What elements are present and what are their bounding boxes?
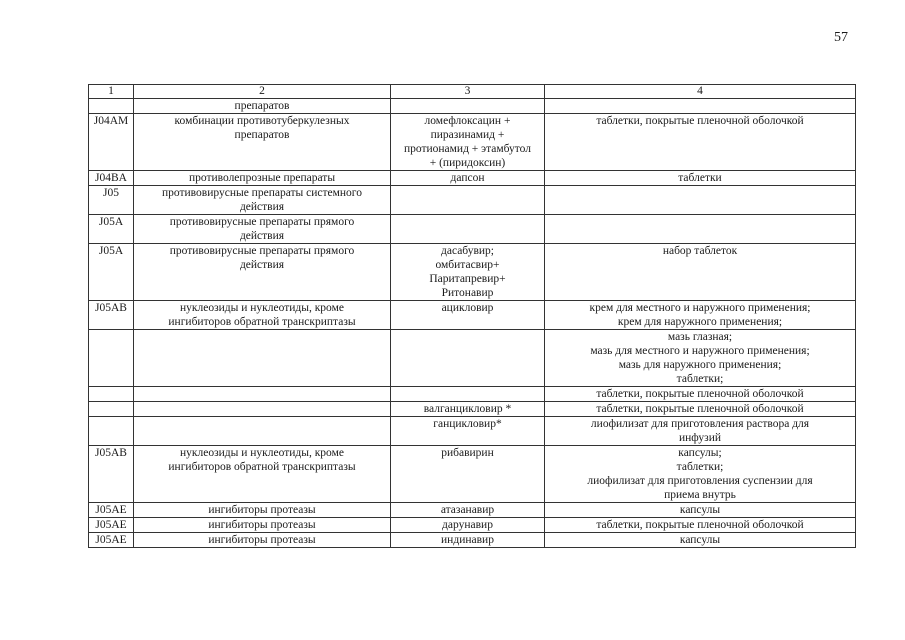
- cell-group-name: [134, 215, 391, 244]
- cell-group-name-line: противовирусные препараты прямого: [169, 245, 355, 257]
- cell-drug-name: [391, 503, 545, 518]
- cell-atc-code: [89, 387, 134, 402]
- table-row: [89, 533, 856, 548]
- cell-dosage-form-line: таблетки: [678, 172, 722, 184]
- cell-dosage-form-line: инфузий: [678, 432, 722, 444]
- cell-dosage-form: [545, 301, 856, 330]
- cell-atc-code: J05A: [89, 215, 134, 244]
- cell-atc-code: [89, 402, 134, 417]
- cell-drug-name: [391, 387, 545, 402]
- cell-group-name: [134, 301, 391, 330]
- cell-drug-name-line: протионамид + этамбутол: [403, 143, 532, 155]
- cell-dosage-form: [545, 417, 856, 446]
- cell-drug-name: [391, 301, 545, 330]
- cell-atc-code: J04AM: [89, 114, 134, 171]
- cell-group-name: [134, 244, 391, 301]
- cell-drug-name: [391, 417, 545, 446]
- cell-dosage-form-line: капсулы: [679, 504, 721, 516]
- cell-dosage-form-line: таблетки, покрытые пленочной оболочкой: [596, 519, 804, 531]
- cell-group-name: [134, 114, 391, 171]
- cell-drug-name: [391, 402, 545, 417]
- cell-dosage-form-line: набор таблеток: [662, 245, 738, 257]
- table-row: [89, 518, 856, 533]
- cell-drug-name-line: атазанавир: [440, 504, 495, 516]
- cell-group-name: [134, 533, 391, 548]
- cell-dosage-form-line: мазь для местного и наружного применения;: [590, 345, 810, 357]
- cell-atc-code: J05AB: [89, 301, 134, 330]
- cell-dosage-form: [545, 402, 856, 417]
- cell-group-name: [134, 99, 391, 114]
- cell-group-name: [134, 503, 391, 518]
- cell-dosage-form: [545, 533, 856, 548]
- cell-drug-name-line: дасабувир;: [441, 245, 494, 257]
- cell-dosage-form-line: таблетки, покрытые пленочной оболочкой: [596, 403, 804, 415]
- cell-dosage-form-line: таблетки;: [676, 373, 724, 385]
- cell-group-name-line: действия: [239, 230, 285, 242]
- cell-drug-name-line: дапсон: [450, 172, 485, 184]
- drug-table: [88, 84, 856, 548]
- cell-dosage-form: [545, 186, 856, 215]
- cell-group-name-line: противовирусные препараты системного: [162, 187, 362, 199]
- cell-drug-name: [391, 99, 545, 114]
- cell-drug-name-line: валганцикловир *: [423, 403, 512, 415]
- cell-dosage-form-line: приема внутрь: [664, 489, 736, 501]
- header-col-4: 4: [545, 85, 856, 99]
- cell-dosage-form: [545, 99, 856, 114]
- cell-drug-name: [391, 446, 545, 503]
- table-row: [89, 215, 856, 244]
- cell-dosage-form-line: капсулы: [679, 534, 721, 546]
- cell-dosage-form: [545, 518, 856, 533]
- cell-group-name: [134, 446, 391, 503]
- cell-group-name-line: препаратов: [234, 100, 290, 112]
- cell-drug-name: [391, 114, 545, 171]
- cell-dosage-form: [545, 446, 856, 503]
- table-row: [89, 99, 856, 114]
- cell-dosage-form: [545, 114, 856, 171]
- cell-drug-name-line: Ритонавир: [441, 287, 494, 299]
- cell-dosage-form: [545, 244, 856, 301]
- cell-group-name-line: препаратов: [234, 129, 290, 141]
- cell-group-name: [134, 171, 391, 186]
- table-row: [89, 446, 856, 503]
- cell-dosage-form: [545, 503, 856, 518]
- cell-drug-name: [391, 244, 545, 301]
- cell-drug-name-line: индинавир: [441, 534, 494, 546]
- table-body: [89, 99, 856, 548]
- table-row: [89, 244, 856, 301]
- cell-group-name-line: ингибиторов обратной транскриптазы: [168, 461, 356, 473]
- cell-group-name: [134, 186, 391, 215]
- cell-drug-name-line: ганцикловир*: [433, 418, 502, 430]
- cell-dosage-form: [545, 387, 856, 402]
- header-col-3: 3: [391, 85, 545, 99]
- cell-atc-code: J05AE: [89, 518, 134, 533]
- cell-dosage-form: [545, 215, 856, 244]
- cell-group-name: [134, 518, 391, 533]
- page-number: 57: [834, 30, 848, 45]
- cell-atc-code: [89, 330, 134, 387]
- cell-atc-code: J05AB: [89, 446, 134, 503]
- table-row: [89, 171, 856, 186]
- table-row: [89, 114, 856, 171]
- cell-drug-name-line: ацикловир: [441, 302, 494, 314]
- cell-dosage-form-line: лиофилизат для приготовления раствора для: [590, 418, 810, 430]
- cell-dosage-form-line: таблетки, покрытые пленочной оболочкой: [596, 388, 804, 400]
- cell-group-name-line: комбинации противотуберкулезных: [174, 115, 350, 127]
- cell-group-name: [134, 387, 391, 402]
- cell-atc-code: J05AE: [89, 503, 134, 518]
- cell-atc-code: [89, 417, 134, 446]
- cell-group-name-line: действия: [239, 201, 285, 213]
- table-row: [89, 330, 856, 387]
- table-row: [89, 503, 856, 518]
- cell-atc-code: J05A: [89, 244, 134, 301]
- cell-group-name: [134, 330, 391, 387]
- cell-dosage-form-line: крем для местного и наружного применения;: [589, 302, 811, 314]
- cell-drug-name: [391, 171, 545, 186]
- table-row: [89, 186, 856, 215]
- cell-dosage-form-line: мазь глазная;: [667, 331, 733, 343]
- cell-drug-name-line: Паритапревир+: [429, 273, 506, 285]
- cell-dosage-form-line: капсулы;: [678, 447, 722, 459]
- cell-group-name-line: ингибиторы протеазы: [208, 534, 316, 546]
- cell-dosage-form-line: мазь для наружного применения;: [618, 359, 782, 371]
- table-row: [89, 417, 856, 446]
- header-col-2: 2: [134, 85, 391, 99]
- cell-drug-name: [391, 215, 545, 244]
- cell-group-name-line: ингибиторов обратной транскриптазы: [168, 316, 356, 328]
- cell-drug-name-line: рибавирин: [441, 447, 494, 459]
- table-row: [89, 301, 856, 330]
- header-col-1: 1: [89, 85, 134, 99]
- cell-group-name-line: нуклеозиды и нуклеотиды, кроме: [180, 447, 344, 459]
- cell-drug-name-line: пиразинамид +: [430, 129, 505, 141]
- cell-group-name-line: ингибиторы протеазы: [208, 519, 316, 531]
- cell-dosage-form-line: таблетки;: [676, 461, 724, 473]
- cell-drug-name-line: омбитасвир+: [435, 259, 500, 271]
- cell-dosage-form-line: таблетки, покрытые пленочной оболочкой: [596, 115, 804, 127]
- cell-drug-name: [391, 330, 545, 387]
- cell-drug-name-line: + (пиридоксин): [429, 157, 506, 169]
- cell-atc-code: J05: [89, 186, 134, 215]
- cell-group-name: [134, 402, 391, 417]
- cell-group-name: [134, 417, 391, 446]
- table-row: [89, 387, 856, 402]
- cell-atc-code: J04BA: [89, 171, 134, 186]
- cell-group-name-line: действия: [239, 259, 285, 271]
- cell-dosage-form-line: крем для наружного применения;: [617, 316, 783, 328]
- table-row: [89, 402, 856, 417]
- cell-drug-name: [391, 186, 545, 215]
- cell-dosage-form-line: лиофилизат для приготовления суспензии для: [587, 475, 813, 487]
- cell-group-name-line: противовирусные препараты прямого: [169, 216, 355, 228]
- cell-group-name-line: нуклеозиды и нуклеотиды, кроме: [180, 302, 344, 314]
- cell-drug-name-line: ломефлоксацин +: [424, 115, 511, 127]
- cell-dosage-form: [545, 330, 856, 387]
- cell-drug-name: [391, 518, 545, 533]
- cell-dosage-form: [545, 171, 856, 186]
- table-header-row: [89, 85, 856, 99]
- cell-atc-code: [89, 99, 134, 114]
- cell-atc-code: J05AE: [89, 533, 134, 548]
- cell-group-name-line: противолепрозные препараты: [188, 172, 336, 184]
- cell-drug-name-line: дарунавир: [442, 519, 493, 531]
- cell-group-name-line: ингибиторы протеазы: [208, 504, 316, 516]
- cell-drug-name: [391, 533, 545, 548]
